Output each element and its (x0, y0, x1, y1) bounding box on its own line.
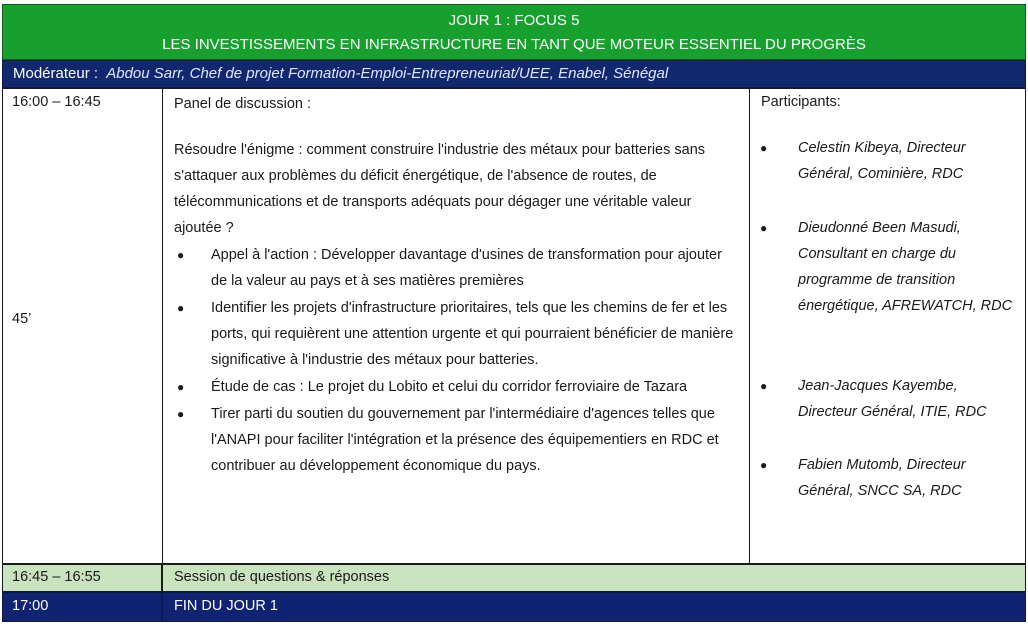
header-line-1: JOUR 1 : FOCUS 5 (448, 12, 580, 29)
moderator-label: Modérateur : (13, 65, 99, 82)
panel-time-cell (3, 89, 163, 563)
header-line-2: LES INVESTISSEMENTS EN INFRASTRUCTURE EN TANT QUE MOTEUR ESSENTIEL DU PROGRÈS (162, 36, 866, 53)
panel-question: Résoudre l'énigme : comment construire l'industrie des métaux pour batteries sans s'attaquer aux problèmes du déficit énergétique, de l'absence de routes, de télécommunications et de transports adéquats pour dégager une véritable valeur ajoutée ? (174, 142, 706, 236)
bullet-icon: ● (177, 301, 185, 315)
panel-time: 16:00 – 16:45 (12, 94, 101, 110)
day-header (2, 4, 1026, 60)
bullet-text: Identifier les projets d'infrastructure prioritaires, tels que les chemins de fer et les ports, qui requièrent une attention urgente et qui pourraient bénéficier de manière significative à l'industrie des métaux pour batteries. (211, 300, 734, 368)
participants-header: Participants: (761, 94, 841, 110)
list-item (174, 242, 739, 294)
panel-duration: 45’ (12, 311, 32, 327)
participant-text: Celestin Kibeya, Directeur Général, Cominière, RDC (798, 140, 966, 182)
bullet-icon: ● (177, 380, 185, 394)
bullet-icon: ● (177, 407, 185, 421)
end-label: FIN DU JOUR 1 (174, 598, 278, 614)
bullet-icon: ● (760, 141, 768, 155)
qa-divider (161, 565, 163, 591)
participant-text: Jean-Jacques Kayembe, Directeur Général, ITIE, RDC (798, 378, 987, 420)
panel-content-cell (163, 89, 750, 563)
panel-title: Panel de discussion : (174, 96, 312, 112)
list-item (174, 401, 739, 479)
bullet-icon: ● (760, 458, 768, 472)
moderator-row (2, 60, 1026, 88)
participant-text: Dieudonné Been Masudi, Consultant en charge du programme de transition énergétique, AFREWATCH, RDC (798, 220, 1013, 314)
participant-item (760, 215, 1014, 319)
panel-bullet-list (174, 242, 739, 479)
bullet-text: Appel à l'action : Développer davantage d'usines de transformation pour ajouter de la valeur au pays et à ses matières premières (211, 247, 722, 289)
qa-row (2, 564, 1026, 592)
moderator-value: Abdou Sarr, Chef de projet Formation-Emploi-Entrepreneuriat/UEE, Enabel, Sénégal (106, 65, 669, 82)
bullet-text: Étude de cas : Le projet du Lobito et celui du corridor ferroviaire de Tazara (211, 379, 688, 395)
participant-item (760, 135, 1014, 187)
bullet-text: Tirer parti du soutien du gouvernement par l'intermédiaire d'agences telles que l'ANAPI pour faciliter l'intégration et la présence des équipementiers en RDC et contribuer au développement économique du pays. (211, 406, 719, 474)
end-time: 17:00 (12, 598, 49, 614)
qa-time: 16:45 – 16:55 (12, 569, 101, 585)
participant-text: Fabien Mutomb, Directeur Général, SNCC SA, RDC (798, 457, 966, 499)
bullet-icon: ● (760, 221, 768, 235)
participant-item (760, 373, 1014, 425)
end-row (2, 592, 1026, 622)
qa-label: Session de questions & réponses (174, 569, 390, 585)
bullet-icon: ● (177, 248, 185, 262)
participant-item (760, 452, 1014, 504)
list-item (174, 295, 739, 373)
list-item (174, 374, 739, 400)
panel-row (2, 88, 1026, 564)
end-divider (161, 593, 163, 621)
participants-cell (750, 89, 1025, 563)
bullet-icon: ● (760, 379, 768, 393)
